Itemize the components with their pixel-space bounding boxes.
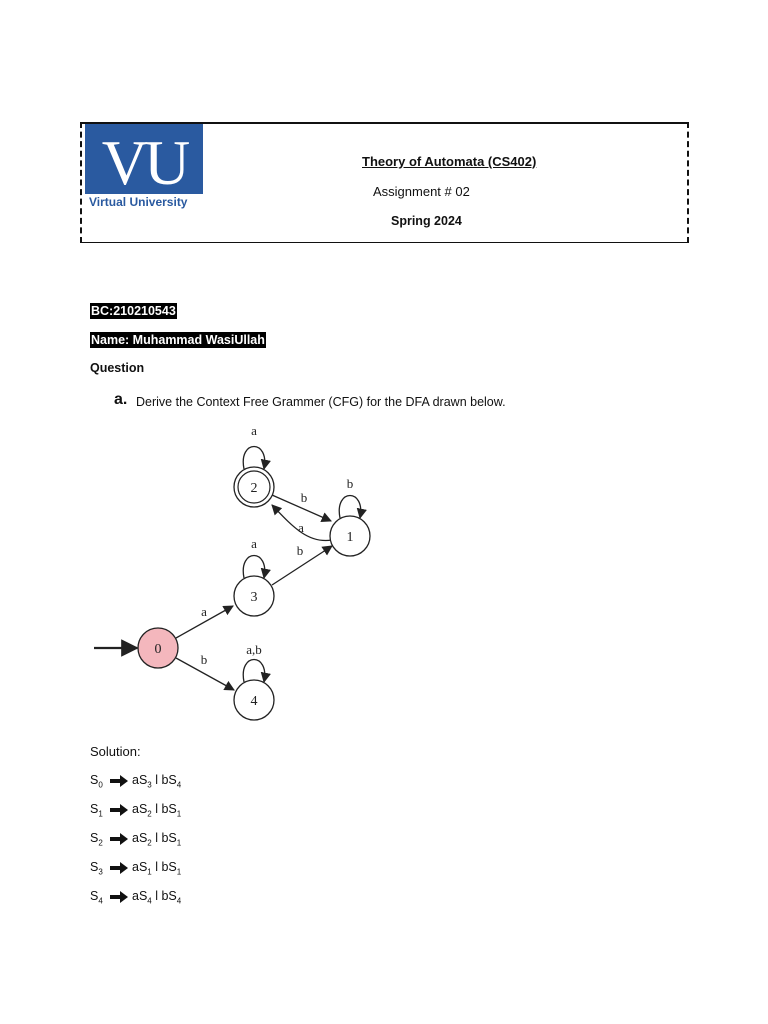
edge-1-1 bbox=[339, 496, 361, 519]
edge-label-2-2: a bbox=[251, 423, 257, 438]
question-bullet: a. bbox=[114, 391, 128, 408]
student-name: Name: Muhammad WasiUllah bbox=[91, 333, 265, 347]
virtual-university-logo bbox=[85, 124, 203, 210]
arrow-right-icon bbox=[110, 775, 128, 787]
edge-label-4-4: a,b bbox=[246, 642, 262, 657]
solution-label: Solution: bbox=[90, 744, 141, 759]
edge-4-4 bbox=[243, 660, 265, 683]
production-lhs: $S_3$ bbox=[90, 860, 103, 877]
question-text: Derive the Context Free Grammer (CFG) for the DFA drawn below. bbox=[136, 395, 506, 409]
production-rhs: $aS_1$ l $bS_1$ bbox=[132, 860, 182, 877]
edge-label-0-4: b bbox=[200, 652, 208, 667]
edge-label-3-1: b bbox=[296, 543, 304, 558]
assignment-number: Assignment # 02 bbox=[373, 184, 470, 199]
state-label-1: 1 bbox=[346, 530, 354, 545]
production-rhs: $aS_4$ l $bS_4$ bbox=[132, 889, 182, 906]
semester: Spring 2024 bbox=[391, 214, 462, 228]
state-label-4: 4 bbox=[250, 694, 258, 709]
arrow-right-icon bbox=[110, 804, 128, 816]
production-3 bbox=[90, 860, 181, 877]
state-label-0: 0 bbox=[154, 642, 162, 657]
production-4 bbox=[90, 889, 181, 906]
edge-2-2 bbox=[243, 447, 265, 470]
edge-label-1-2: a bbox=[298, 520, 304, 535]
course-title: Theory of Automata (CS402) bbox=[362, 154, 537, 169]
edge-label-1-1: b bbox=[346, 476, 354, 491]
logo-letters: VU bbox=[101, 127, 187, 198]
edge-label-2-1: b bbox=[300, 490, 308, 505]
edge-3-3 bbox=[243, 556, 265, 579]
edge-label-3-3: a bbox=[251, 536, 257, 551]
production-lhs: $S_1$ bbox=[90, 802, 103, 819]
dfa-diagram bbox=[88, 418, 388, 730]
logo-caption: Virtual University bbox=[89, 195, 188, 209]
production-1 bbox=[90, 802, 181, 819]
state-label-3: 3 bbox=[250, 590, 258, 605]
question-label: Question bbox=[90, 361, 145, 375]
arrow-right-icon bbox=[110, 862, 128, 874]
production-rhs: $aS_2$ l $bS_1$ bbox=[132, 802, 182, 819]
production-rhs: $aS_3$ l $bS_4$ bbox=[132, 773, 182, 790]
production-lhs: $S_0$ bbox=[90, 773, 103, 790]
production-rhs: $aS_2$ l $bS_1$ bbox=[132, 831, 182, 848]
production-2 bbox=[90, 831, 181, 848]
edge-label-0-3: a bbox=[201, 604, 207, 619]
student-bc: BC:210210543 bbox=[91, 304, 176, 318]
arrow-right-icon bbox=[110, 833, 128, 845]
arrow-right-icon bbox=[110, 891, 128, 903]
production-0 bbox=[90, 773, 181, 790]
state-label-2: 2 bbox=[250, 481, 258, 496]
production-lhs: $S_4$ bbox=[90, 889, 103, 906]
production-lhs: $S_2$ bbox=[90, 831, 103, 848]
